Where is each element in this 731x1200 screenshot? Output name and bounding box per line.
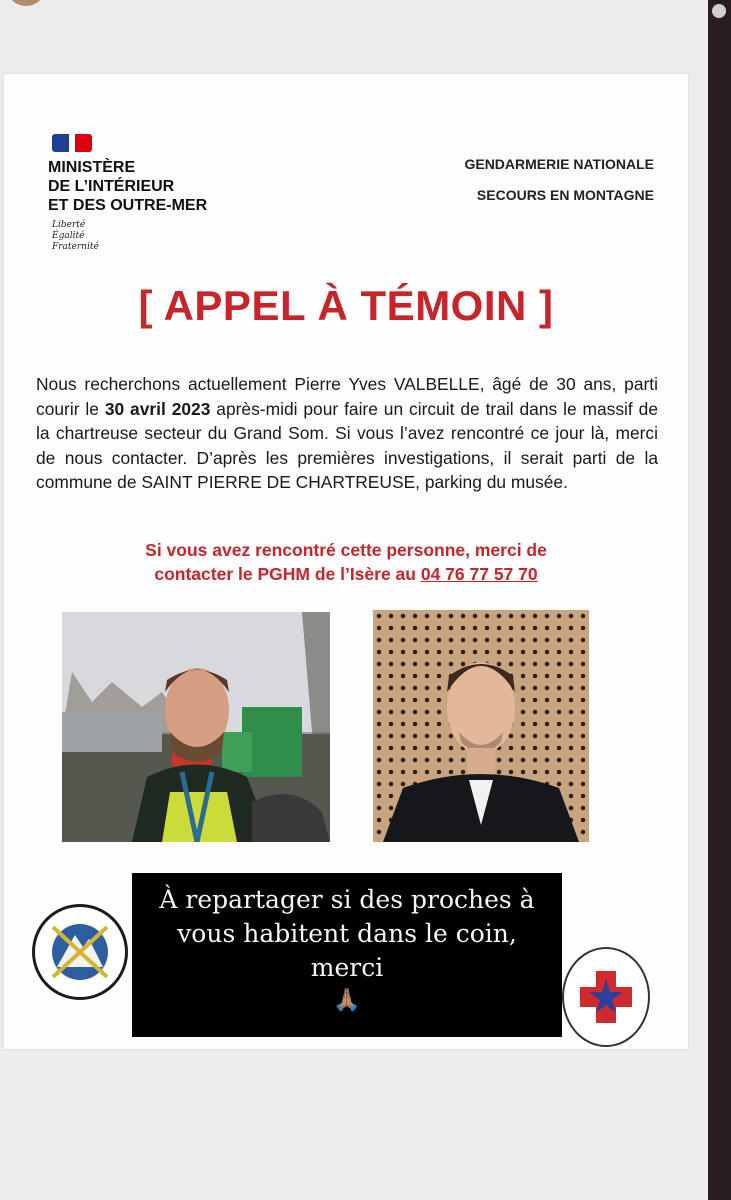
body-text-part: Nous recherchons actuellement Pierre Yves VALBELLE, âgé de 30 ans, parti courir le [36, 374, 658, 419]
more-options-icon[interactable] [712, 4, 726, 18]
french-republic-flag-icon [52, 134, 92, 152]
poster-title: [ APPEL À TÉMOIN ] [138, 282, 554, 329]
contact-notice [4, 538, 688, 586]
photo-runner-illustration [62, 612, 330, 842]
republic-motto [52, 220, 99, 253]
issuer-block [464, 156, 654, 203]
motto-line: Fraternité [52, 242, 99, 252]
photo-runner [62, 612, 330, 842]
secours-en-montagne-logo [562, 947, 650, 1047]
ministry-name [48, 158, 207, 215]
motto-line: Liberté [52, 220, 86, 230]
pghm-logo [32, 904, 128, 1000]
secours-label: SECOURS EN MONTAGNE [476, 187, 654, 203]
motto-line: Égalité [52, 231, 85, 241]
caption-line: merci [310, 953, 384, 982]
caption-line: À repartager si des proches à [159, 885, 535, 914]
disappearance-date: 30 avril 2023 [104, 398, 211, 419]
ministry-line: ET DES OUTRE-MER [48, 197, 208, 214]
phone-number-link[interactable]: 04 76 77 57 70 [420, 564, 538, 584]
photo-portrait [373, 610, 589, 842]
ministry-line: DE L’INTÉRIEUR [48, 178, 175, 195]
contact-line [4, 562, 688, 586]
secours-emblem-icon [564, 949, 648, 1045]
contact-line: Si vous avez rencontré cette personne, merci de [145, 540, 547, 560]
story-caption-box [132, 873, 562, 1037]
pghm-emblem-icon [35, 907, 125, 997]
body-text-part: après-midi pour faire un circuit de trail dans le massif de la chartreuse secteur du Grand Som. Si vous l’avez rencontré ce jour là, merci de nous contacter. D’après les premières investigations, il serait parti de la commune de SAINT PIERRE DE CHARTREUSE, parking du musée. [36, 398, 658, 492]
contact-line-text: contacter le PGHM de l’Isère au [154, 564, 421, 584]
gendarmerie-label: GENDARMERIE NATIONALE [464, 156, 654, 172]
praying-hands-icon: 🙏🏽 [333, 988, 361, 1013]
poster-body [36, 372, 658, 495]
avatar[interactable] [6, 0, 46, 6]
story-side-panel [708, 0, 731, 1200]
photo-portrait-illustration [373, 610, 589, 842]
caption-line: vous habitent dans le coin, [177, 919, 517, 948]
ministry-line: MINISTÈRE [48, 159, 136, 176]
story-caption [132, 883, 562, 1017]
